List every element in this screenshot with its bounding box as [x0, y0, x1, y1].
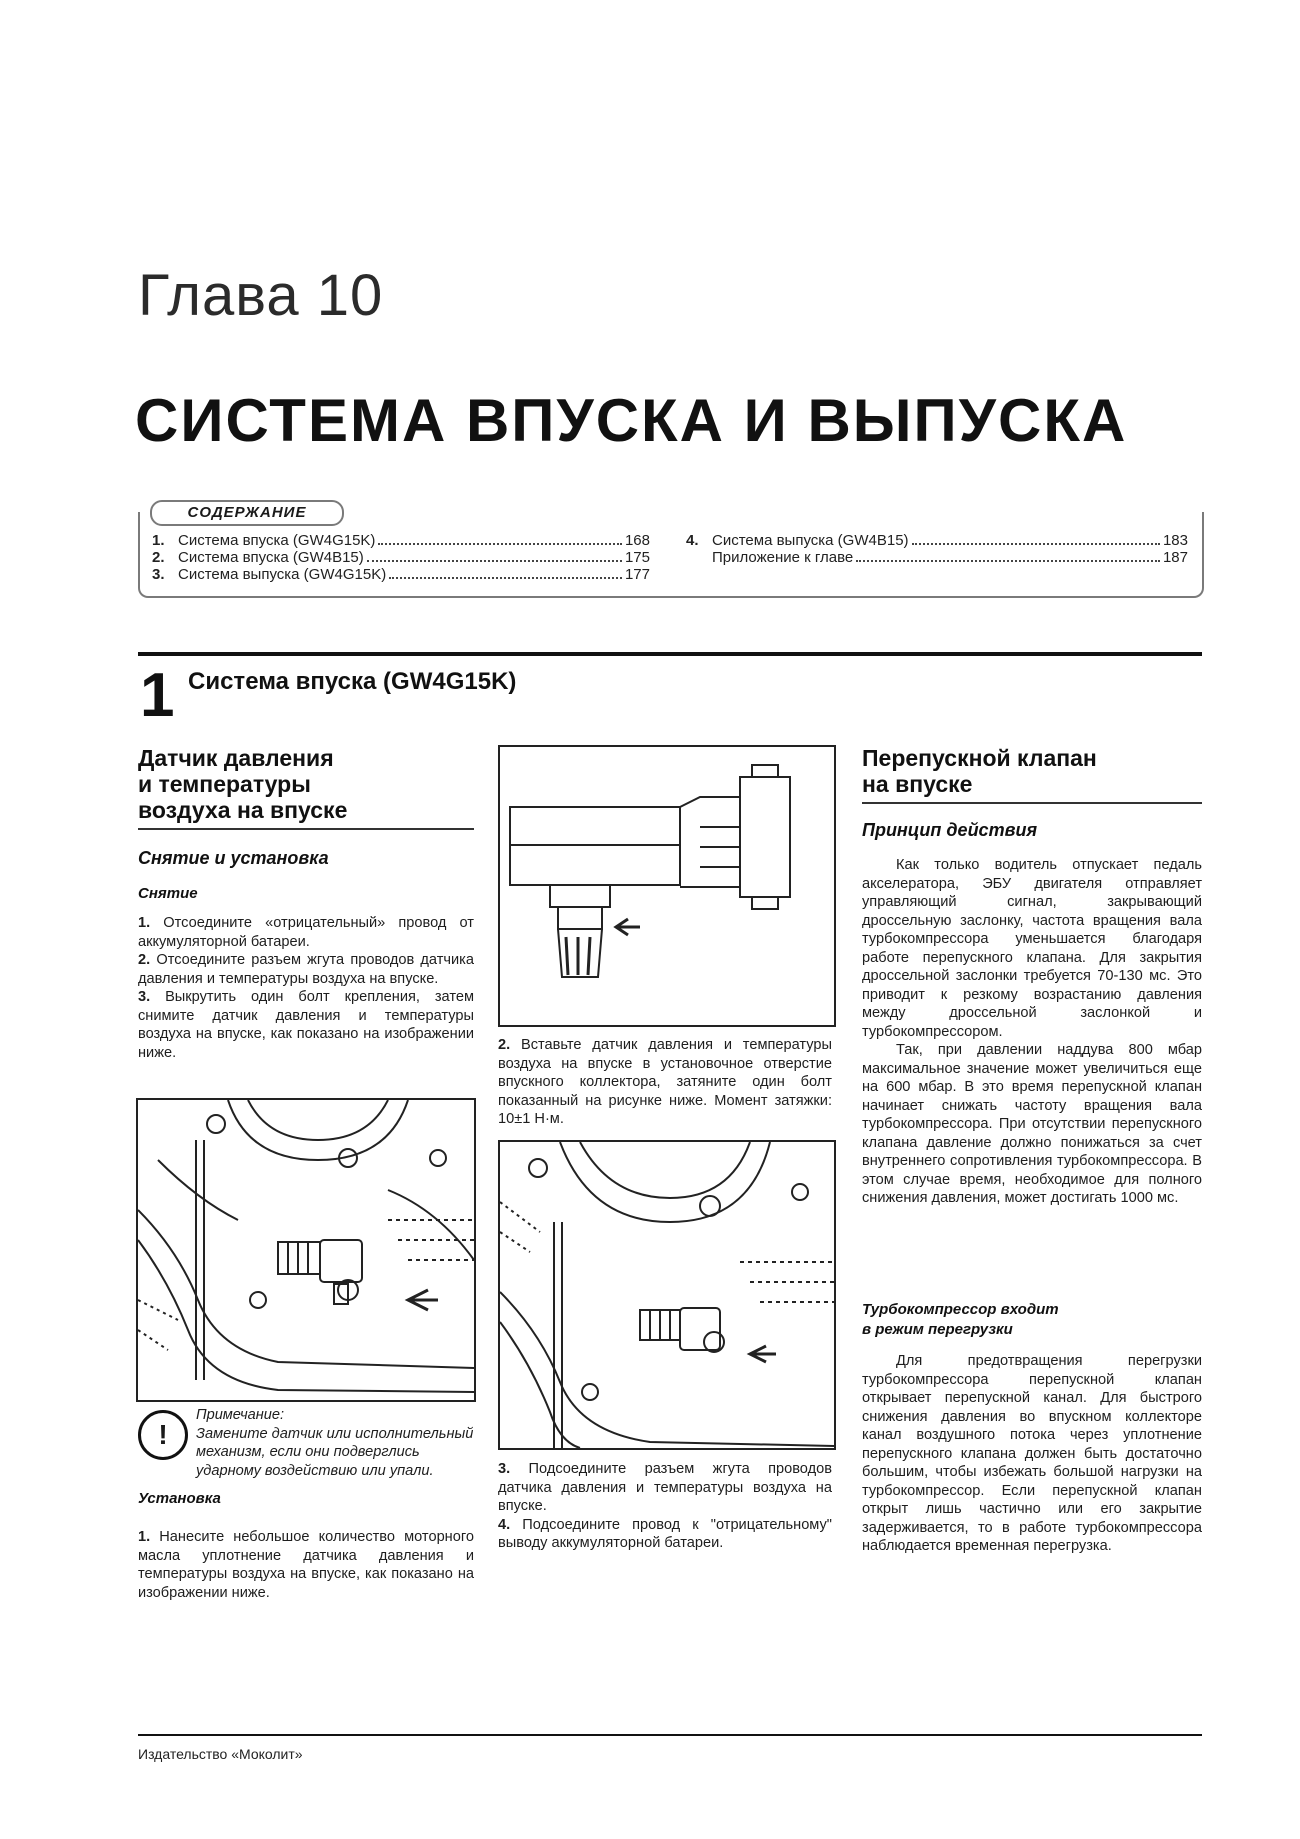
section-number: 1 — [140, 661, 175, 730]
col3-subheading-2: Турбокомпрессор входит в режим перегрузки — [862, 1301, 1059, 1338]
section-rule — [138, 652, 1202, 656]
sensor-drawing — [500, 747, 834, 1025]
manifold-drawing — [500, 1142, 834, 1448]
manifold-sensor-figure-install — [498, 1140, 836, 1450]
removal-title: Снятие — [138, 885, 198, 902]
list-item: 1. Отсоедините «отрицательный» провод от аккумуляторной батареи. — [138, 915, 474, 950]
toc-entry[interactable]: 3. Система выпуска (GW4G15K) 177 — [152, 566, 650, 583]
paragraph: Так, при давлении наддува 800 мбар максимальное значение может увеличиться еще на 600 мбар. В это время перепускной клапан начинает снижать частоту вращения вала турбокомпрессора. При отсутствии перепускного клапана давление должно понижаться за счет внутреннего сопротивления турбокомпрессора. В этом случае время, необходимое для полного снижения давления, может достигать 1000 мс. — [862, 1042, 1202, 1206]
install-steps-2 — [498, 1036, 832, 1129]
manifold-sensor-figure-removal — [136, 1098, 476, 1402]
toc-heading: СОДЕРЖАНИЕ — [150, 500, 344, 526]
toc-entry[interactable]: Приложение к главе 187 — [712, 549, 1188, 566]
paragraph: Как только водитель отпускает педаль акселератора, ЭБУ двигателя отправляет управляющий сигнал, закрывающий дроссельную заслонку, частота вращения вала турбокомпрессора уменьшается благодаря работе перепускного клапана. Для закрытия дроссельной заслонки требуется 70-130 мс. Это приводит к резкому возрастанию давления между дроссельной заслонкой и турбокомпрессором. — [862, 857, 1202, 1040]
warning-icon: ! — [138, 1410, 188, 1460]
col1-subheading: Снятие и установка — [138, 848, 329, 868]
toc-entry[interactable]: 1. Система впуска (GW4G15K) 168 — [152, 532, 650, 549]
col1-heading: Датчик давления и температуры воздуха на впуске — [138, 745, 348, 823]
note-text: Замените датчик или исполнительный механизм, если они подверглись ударному воздействию или упали. — [196, 1425, 474, 1479]
install-steps-3 — [498, 1460, 832, 1553]
publisher: Издательство «Моколит» — [138, 1746, 303, 1762]
list-item: 3. Подсоедините разъем жгута проводов датчика давления и температуры воздуха на впуске. — [498, 1461, 832, 1514]
list-item: 3. Выкрутить один болт крепления, затем снимите датчик давления и температуры воздуха на впуске, как показано на изображении ниже. — [138, 989, 474, 1061]
col1-heading-rule — [138, 828, 474, 830]
toc-left-column — [152, 532, 650, 583]
install-title: Установка — [138, 1490, 221, 1507]
list-item: 2. Отсоедините разъем жгута проводов датчика давления и температуры воздуха на впуске. — [138, 952, 474, 987]
paragraph: Для предотвращения перегрузки турбокомпрессора перепускной клапан открывает перепускной канал. Для быстрого снижения давления во впускном коллекторе канал воздушного потока через уплотнение перепускного клапана должен быть достаточно большим, чтобы избежать большой нагрузки на турбокомпрессор. Если перепускной клапан открыт лишь частично или его закрытие задерживается, то в работе турбокомпрессора наблюдается временная перегрузка. — [862, 1353, 1202, 1554]
toc-right-column — [686, 532, 1188, 566]
toc-entry[interactable]: 2. Система впуска (GW4B15) 175 — [152, 549, 650, 566]
list-item: 1. Нанесите небольшое количество моторного масла уплотнение датчика давления и температуры воздуха на впуске, как показано на изображении ниже. — [138, 1529, 474, 1601]
install-steps — [138, 1528, 474, 1602]
removal-steps — [138, 914, 474, 1062]
col3-body — [862, 856, 1202, 1208]
col3-subheading: Принцип действия — [862, 820, 1038, 840]
footer-rule — [138, 1734, 1202, 1736]
col3-heading: Перепускной клапан на впуске — [862, 745, 1097, 797]
col3-body-2 — [862, 1352, 1202, 1556]
note-title: Примечание: — [196, 1407, 285, 1423]
col3-heading-rule — [862, 802, 1202, 804]
note — [196, 1406, 476, 1480]
sensor-figure — [498, 745, 836, 1027]
page-title: СИСТЕМА ВПУСКА И ВЫПУСКА — [135, 387, 1128, 454]
toc-entry[interactable]: 4. Система выпуска (GW4B15) 183 — [686, 532, 1188, 549]
section-title: Система впуска (GW4G15K) — [188, 668, 517, 695]
list-item: 4. Подсоедините провод к "отрицательному" выводу аккумуляторной батареи. — [498, 1516, 832, 1551]
chapter-label: Глава 10 — [138, 263, 384, 328]
list-item: 2. Вставьте датчик давления и температуры воздуха на впуске в установочное отверстие впускного коллектора, затяните один болт показанный на рисунке ниже. Момент затяжки: 10±1 Н·м. — [498, 1037, 832, 1127]
manifold-drawing — [138, 1100, 474, 1400]
